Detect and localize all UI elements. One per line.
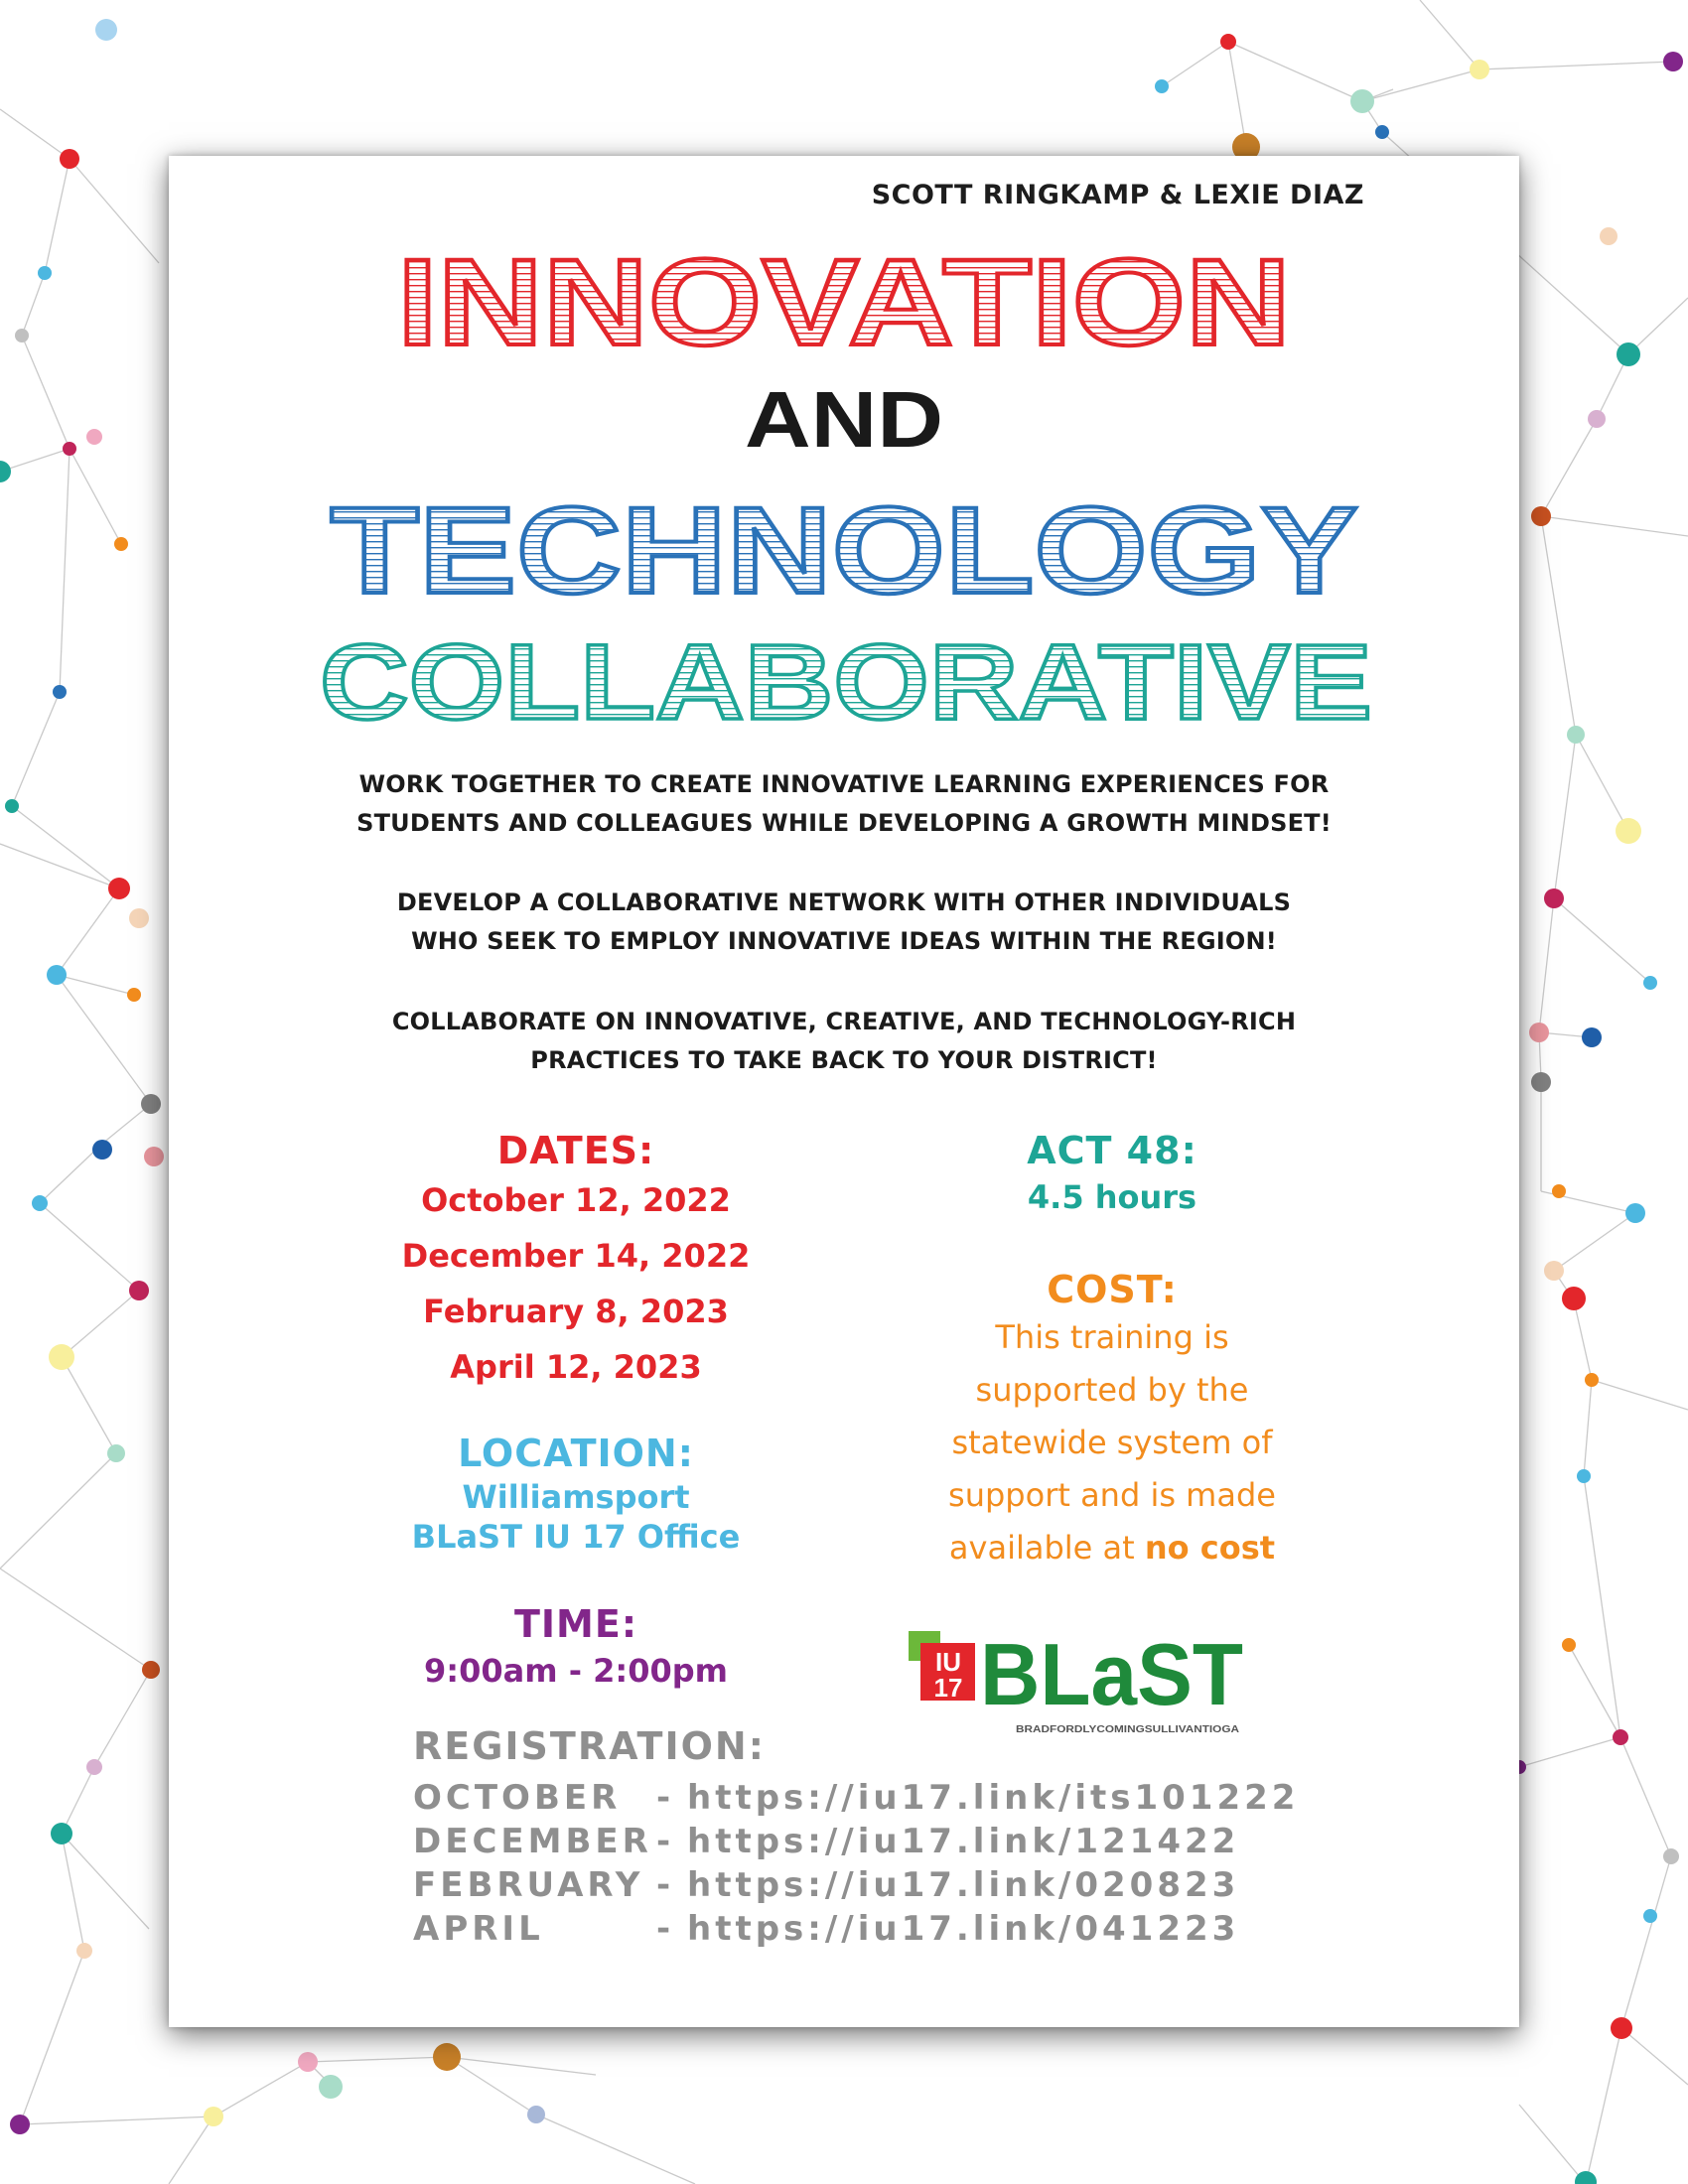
registration-dash: - (655, 1909, 675, 1949)
cost-heading: COST: (1047, 1268, 1178, 1311)
time-value: 9:00am - 2:00pm (424, 1652, 728, 1690)
blurb-practices (169, 1003, 1519, 1080)
registration-month: OCTOBER (413, 1778, 622, 1818)
location-city: Williamsport (462, 1478, 690, 1516)
blurb-network (169, 884, 1519, 961)
time-section (377, 1602, 774, 1696)
registration-heading: REGISTRATION: (413, 1724, 766, 1768)
title-technology: TECHNOLOGY (330, 482, 1358, 619)
date-item: October 12, 2022 (421, 1181, 731, 1219)
cost-no-cost: no cost (1144, 1529, 1276, 1567)
blurb-growth (169, 765, 1519, 843)
blurb-line: WHO SEEK TO EMPLOY INNOVATIVE IDEAS WITHIN THE REGION! (411, 927, 1277, 955)
act48-value: 4.5 hours (1027, 1178, 1197, 1216)
title-block (169, 156, 1519, 751)
registration-section (413, 1724, 1299, 1951)
dates-heading: DATES: (496, 1129, 655, 1172)
registration-link[interactable]: https://iu17.link/020823 (687, 1865, 1240, 1905)
logo-badge-iu: IU (935, 1647, 961, 1677)
date-item: April 12, 2023 (450, 1348, 702, 1386)
authors: SCOTT RINGKAMP & LEXIE DIAZ (871, 180, 1364, 210)
registration-dash: - (655, 1778, 675, 1818)
dates-section (377, 1129, 774, 1395)
title-innovation: INNOVATION (397, 234, 1291, 371)
cost-line: support and is made (948, 1476, 1276, 1514)
blurb-line: STUDENTS AND COLLEAGUES WHILE DEVELOPING A GROWTH MINDSET! (356, 809, 1332, 837)
registration-month: APRIL (413, 1909, 544, 1949)
logo-badge-17: 17 (933, 1673, 963, 1703)
logo-name: BLaST (980, 1631, 1243, 1723)
cost-prefix: available at (948, 1529, 1145, 1567)
blurb-line: PRACTICES TO TAKE BACK TO YOUR DISTRICT! (530, 1046, 1158, 1074)
registration-link[interactable]: https://iu17.link/121422 (687, 1822, 1240, 1861)
registration-dash: - (655, 1822, 675, 1861)
cost-line: supported by the (975, 1371, 1249, 1409)
registration-month: FEBRUARY (413, 1865, 644, 1905)
blurb-line: WORK TOGETHER TO CREATE INNOVATIVE LEARNING EXPERIENCES FOR (358, 770, 1330, 798)
title-collaborative: COLLABORATIVE (320, 621, 1372, 742)
cost-line: statewide system of (951, 1424, 1273, 1461)
registration-month: DECEMBER (413, 1822, 652, 1861)
cost-line: This training is (995, 1318, 1229, 1356)
act48-section (973, 1129, 1251, 1222)
cost-line-last (864, 1522, 1360, 1574)
cost-section (864, 1268, 1360, 1574)
registration-dash: - (655, 1865, 675, 1905)
location-heading: LOCATION: (458, 1432, 694, 1475)
logo-tagline: BRADFORDLYCOMINGSULLIVANTIOGA (1016, 1724, 1239, 1735)
time-heading: TIME: (513, 1602, 638, 1646)
blurb-line: COLLABORATE ON INNOVATIVE, CREATIVE, AND TECHNOLOGY-RICH (391, 1008, 1297, 1035)
registration-row (413, 1907, 1299, 1951)
date-item: December 14, 2022 (401, 1237, 751, 1275)
location-office: BLaST IU 17 Office (411, 1518, 741, 1556)
location-section (377, 1432, 774, 1557)
act48-heading: ACT 48: (1027, 1129, 1197, 1172)
registration-row (413, 1820, 1299, 1863)
registration-link[interactable]: https://iu17.link/041223 (687, 1909, 1240, 1949)
blast-logo (909, 1631, 1251, 1735)
registration-link[interactable]: https://iu17.link/its101222 (687, 1778, 1300, 1818)
blurb-line: DEVELOP A COLLABORATIVE NETWORK WITH OTHER INDIVIDUALS (396, 888, 1292, 916)
flyer-card (169, 156, 1519, 2027)
title-and: AND (745, 375, 943, 464)
registration-row (413, 1863, 1299, 1907)
registration-row (413, 1776, 1299, 1820)
date-item: February 8, 2023 (423, 1293, 729, 1330)
